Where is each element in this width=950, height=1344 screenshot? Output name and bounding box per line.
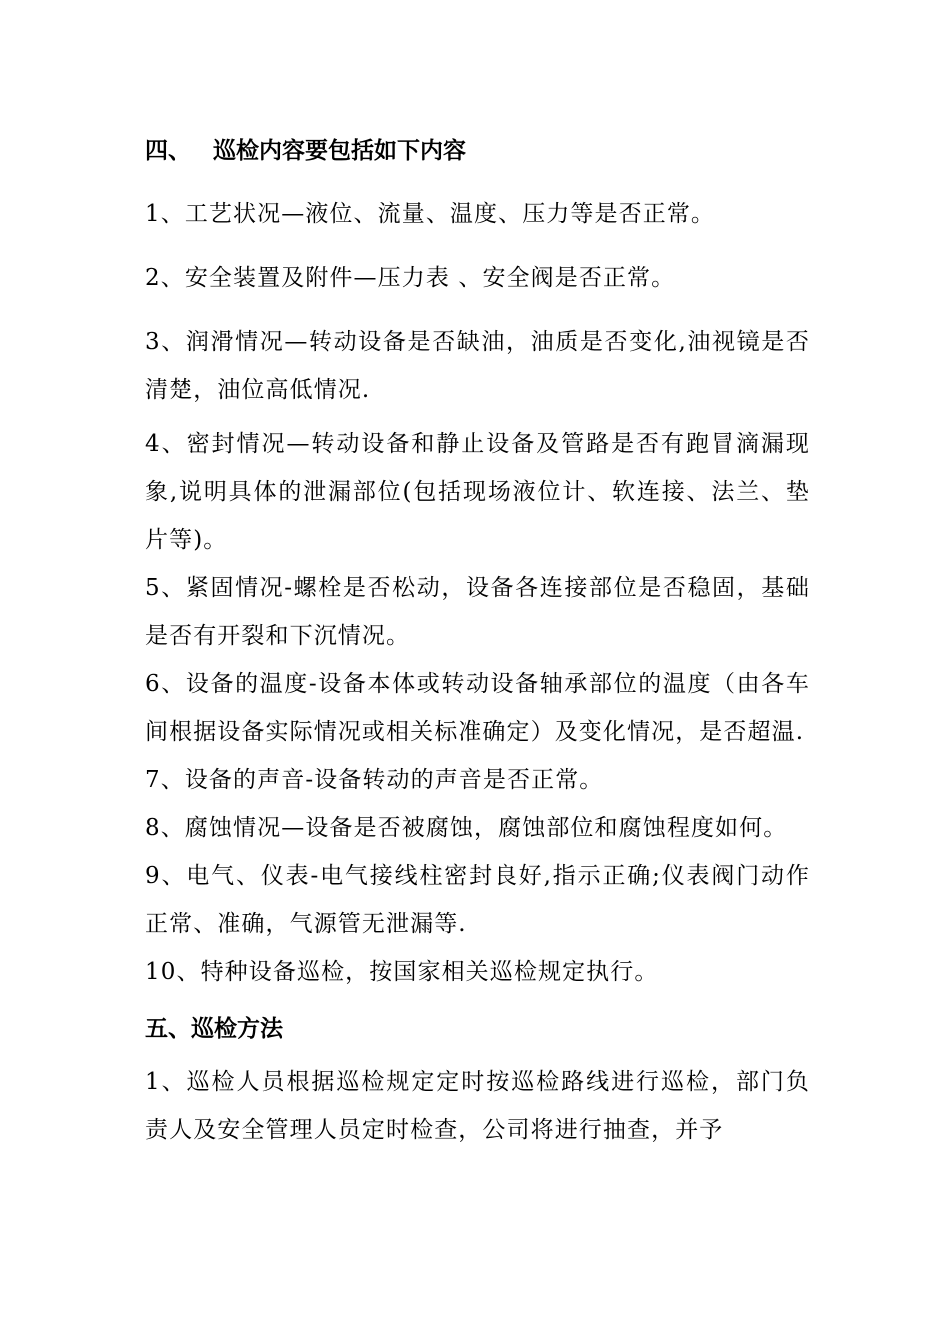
section-4-number: 四、: [145, 138, 191, 164]
section-4-item-7: 7、设备的声音-设备转动的声音是否正常。: [145, 767, 604, 793]
section-4-item-1: 1、工艺状况—液位、流量、温度、压力等是否正常。: [145, 201, 716, 227]
section-4-item-4: 4、密封情况—转动设备和静止设备及管路是否有跑冒滴漏现象,说明具体的泄漏部位(包括现场液位计、软连接、法兰、垫片等)。: [145, 431, 810, 553]
section-4-item-9: 9、电气、仪表-电气接线柱密封良好,指示正确;仪表阀门动作正常、准确，气源管无泄漏等.: [145, 863, 810, 937]
section-4-heading: [145, 128, 810, 174]
section-4-item-6: 6、设备的温度-设备本体或转动设备轴承部位的温度（由各车间根据设备实际情况或相关标准确定）及变化情况，是否超温.: [145, 671, 810, 745]
section-5-item-1: 1、巡检人员根据巡检规定定时按巡检路线进行巡检，部门负责人及安全管理人员定时检查，公司将进行抽查，并予: [145, 1069, 810, 1143]
section-4-item-3: 3、润滑情况—转动设备是否缺油，油质是否变化,油视镜是否清楚，油位高低情况.: [145, 329, 810, 403]
section-5-heading: 五、巡检方法: [145, 1016, 283, 1042]
section-4-title: 巡检内容要包括如下内容: [213, 138, 466, 164]
section-4-item-8: 8、腐蚀情况—设备是否被腐蚀，腐蚀部位和腐蚀程度如何。: [145, 815, 788, 841]
section-4-item-10: 10、特种设备巡检，按国家相关巡检规定执行。: [145, 959, 659, 985]
document-page: [145, 128, 810, 1154]
section-4-item-5: 5、紧固情况-螺栓是否松动，设备各连接部位是否稳固，基础是否有开裂和下沉情况。: [145, 575, 810, 649]
section-4-item-2: 2、安全装置及附件—压力表 、安全阀是否正常。: [145, 265, 676, 291]
